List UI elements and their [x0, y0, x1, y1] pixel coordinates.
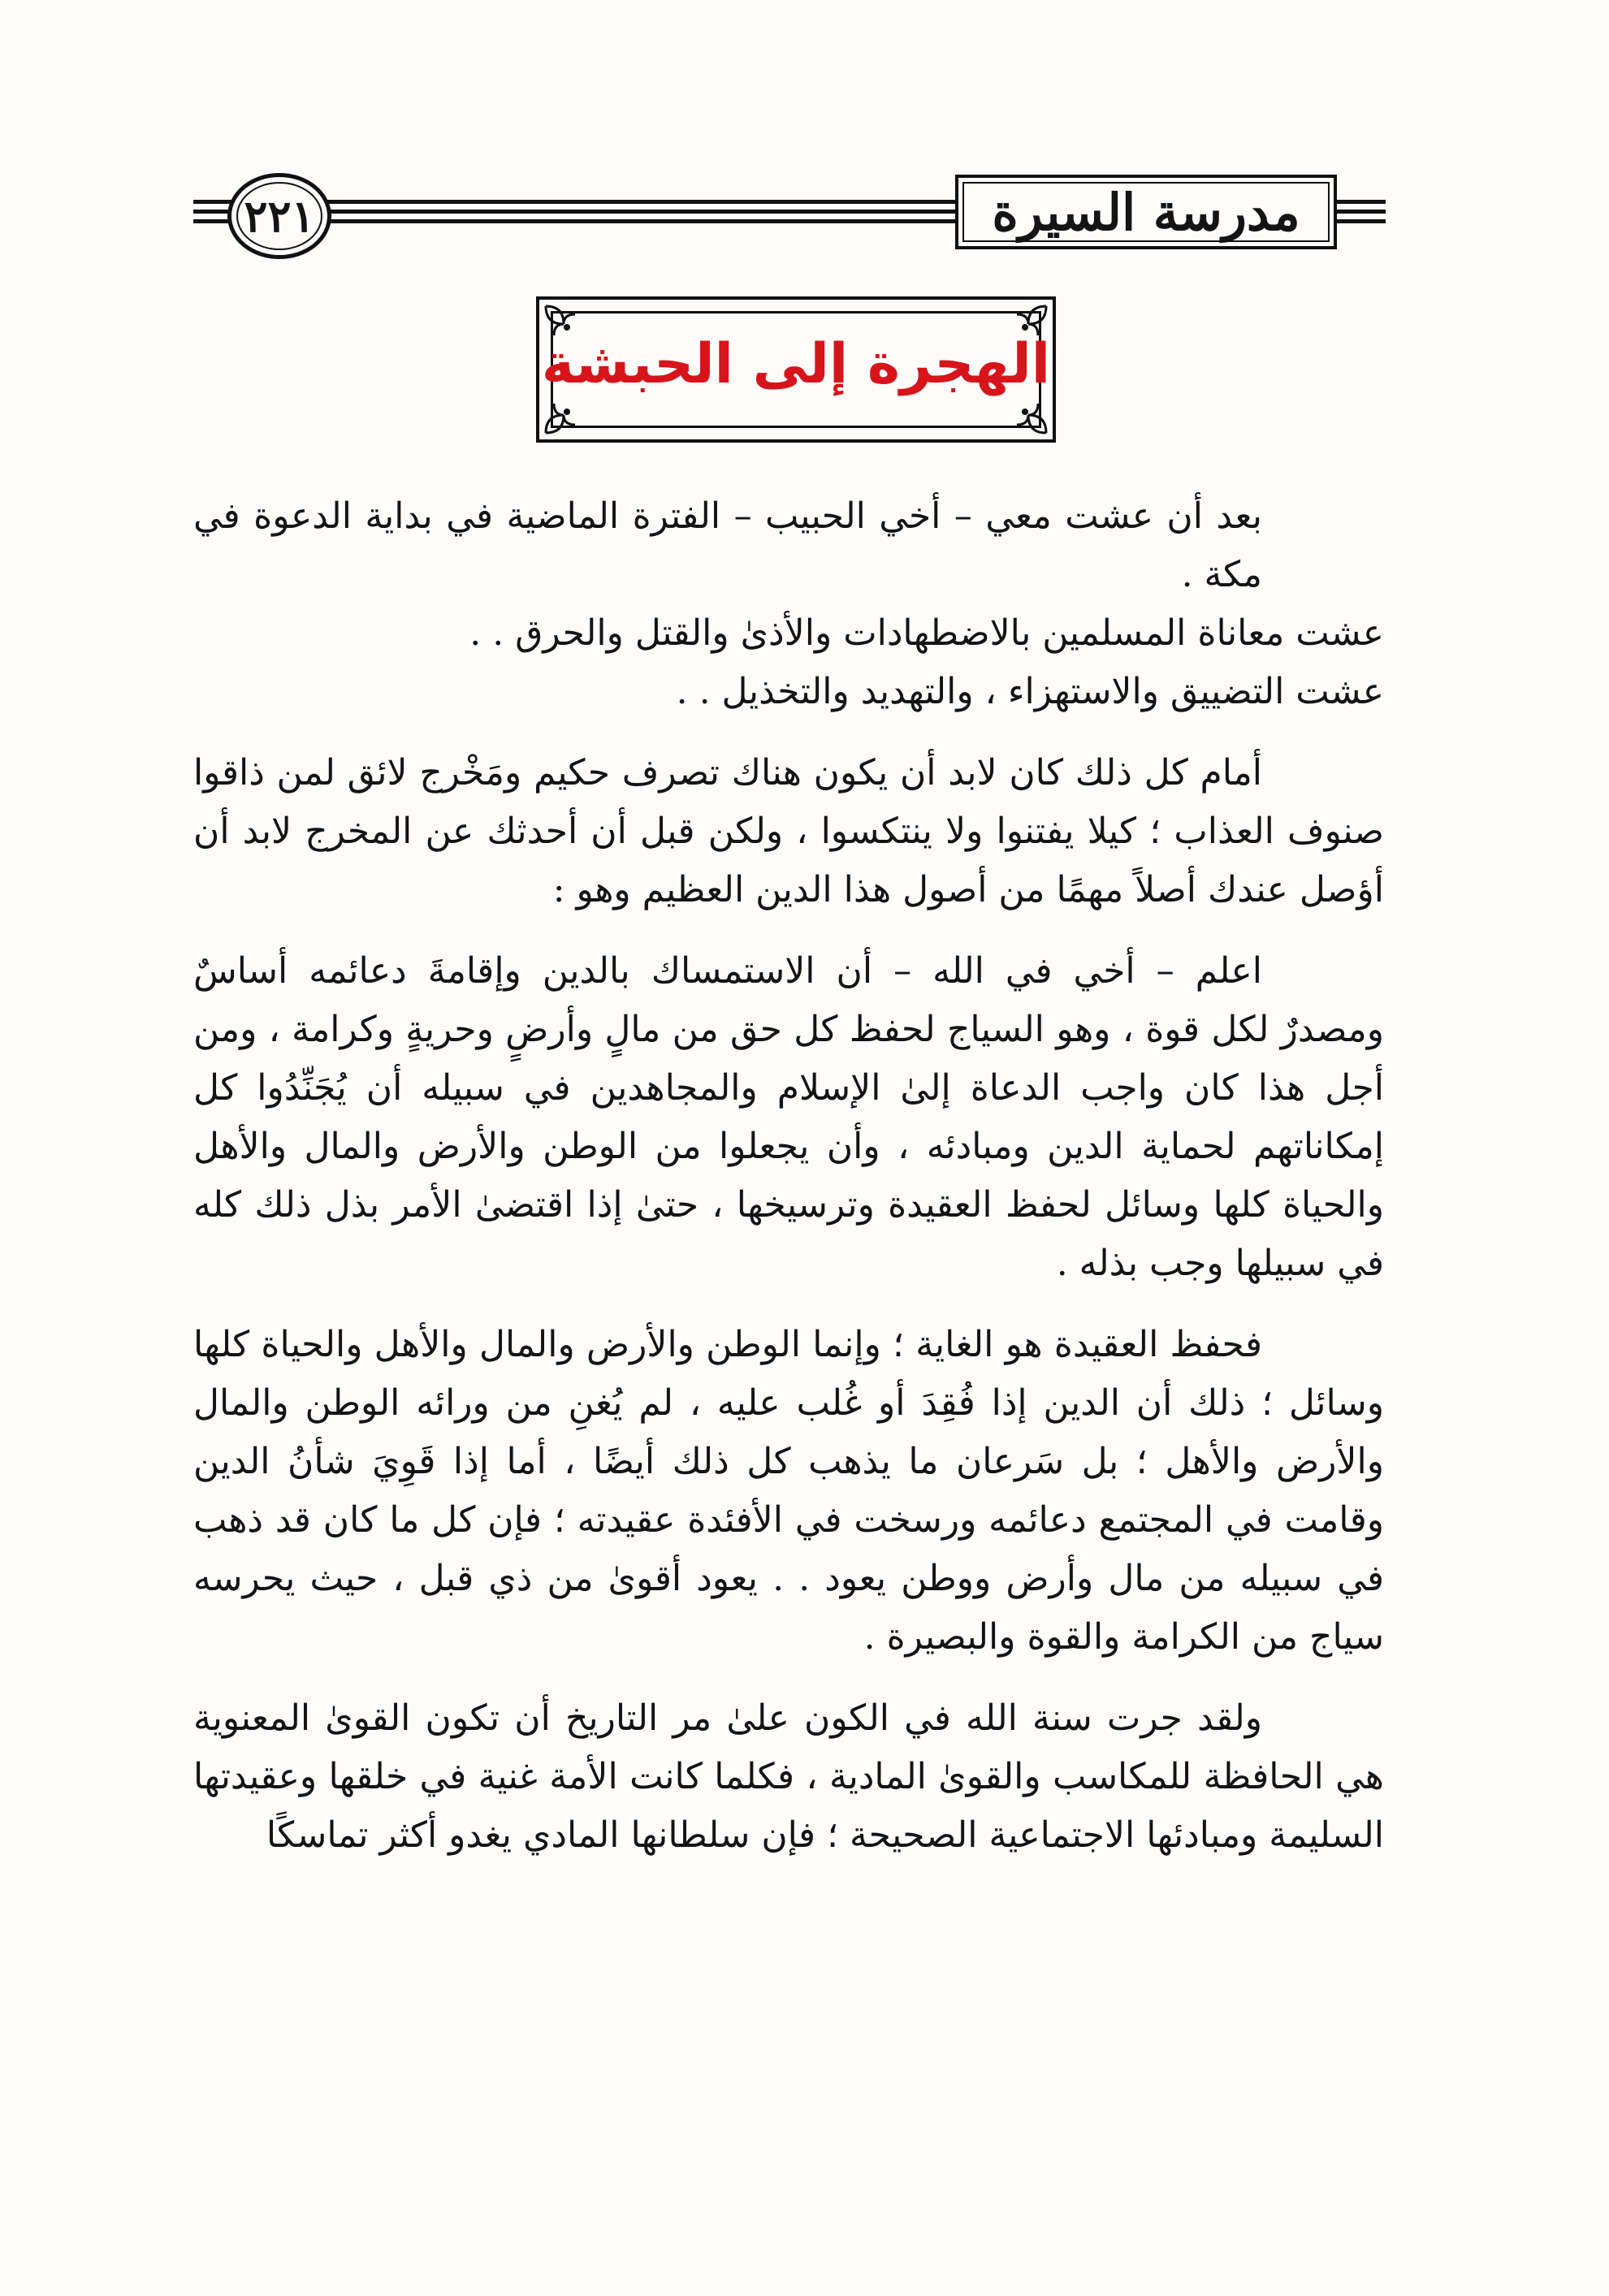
paragraph: أمام كل ذلك كان لابد أن يكون هناك تصرف حكيم ومَخْرج لائق لمن ذاقوا صنوف العذاب ؛ كيلا يفتنوا ولا ينتكسوا ، ولكن قبل أن أحدثك عن المخرج لابد أن أؤصل عندك أصلاً مهمًا من أصول هذا الدين العظيم وهو :	[193, 752, 1384, 910]
paragraph: اعلم – أخي في الله – أن الاستمساك بالدين وإقامةَ دعائمه أساسٌ ومصدرٌ لكل قوة ، وهو السياج لحفظ كل حق من مالٍ وأرضٍ وحريةٍ وكرامة ، ومن أجل هذا كان واجب الدعاة إلىٰ الإسلام والمجاهدين في سبيله أن يُجَنِّدُوا كل إمكاناتهم لحماية الدين ومبادئه ، وأن يجعلوا من الوطن والأرض والمال والأهل والحياة كلها وسائل لحفظ العقيدة وترسيخها ، حتىٰ إذا اقتضىٰ الأمر بذل ذلك كله في سبيلها وجب بذله .	[193, 950, 1384, 1284]
text-line: عشت التضييق والاستهزاء ، والتهديد والتخذيل . .	[676, 671, 1384, 712]
page-number: ٢٢١	[227, 173, 331, 259]
chapter-title-frame	[536, 296, 1056, 443]
paragraph: فحفظ العقيدة هو الغاية ؛ وإنما الوطن والأرض والمال والأهل والحياة كلها وسائل ؛ ذلك أن الدين إذا فُقِدَ أو غُلب عليه ، لم يُغنِ من ورائه الوطن والمال والأرض والأهل ؛ بل سَرعان ما يذهب كل ذلك أيضًا ، أما إذا قَوِيَ شأنُ الدين وقامت في المجتمع دعائمه ورسخت في الأفئدة عقيدته ؛ فإن كل ما كان قد ذهب في سبيله من مال وأرض ووطن يعود . . يعود أقوىٰ من ذي قبل ، حيث يحرسه سياج من الكرامة والقوة والبصيرة .	[193, 1324, 1384, 1658]
page-header	[193, 166, 1386, 256]
text-line: عشت معاناة المسلمين بالاضطهادات والأذىٰ والقتل والحرق . .	[469, 612, 1384, 654]
ornament-corner-icon	[543, 394, 585, 436]
ornament-corner-icon	[1007, 394, 1049, 436]
paragraph-intro	[193, 487, 1384, 721]
body-text	[193, 487, 1384, 1887]
chapter-title: الهجرة إلى الحبشة	[541, 332, 1051, 396]
book-title	[955, 175, 1337, 249]
paragraph: ولقد جرت سنة الله في الكون علىٰ مر التاريخ أن تكون القوىٰ المعنوية هي الحافظة للمكاسب والقوىٰ المادية ، فكلما كانت الأمة غنية في خلقها وعقيدتها السليمة ومبادئها الاجتماعية الصحيحة ؛ فإن سلطانها المادي يغدو أكثر تماسكًا	[193, 1697, 1384, 1856]
text-line: بعد أن عشت معي – أخي الحبيب – الفترة الماضية في بداية الدعوة في مكة .	[193, 495, 1262, 595]
book-title-text: مدرسة السيرة	[992, 182, 1300, 242]
